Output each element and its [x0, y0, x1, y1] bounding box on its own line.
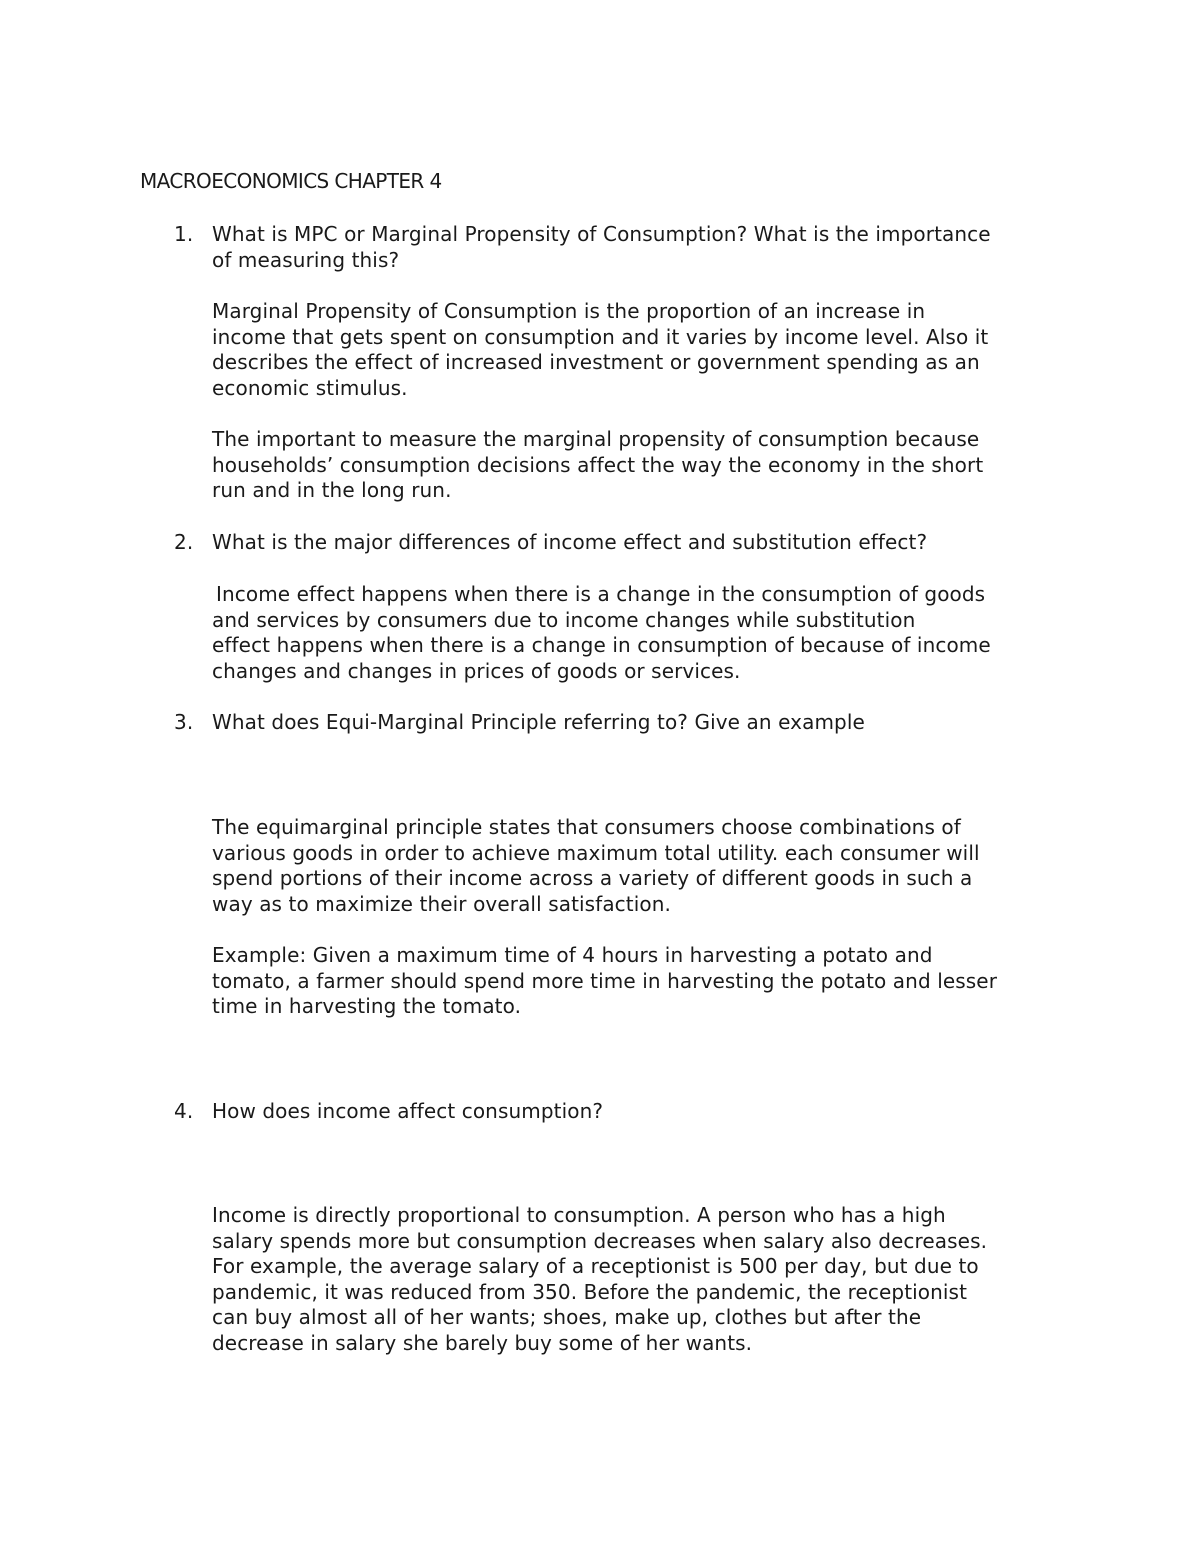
question-2-number: 2.: [174, 530, 194, 554]
answer-1-para-1-line: Marginal Propensity of Consumption is the proportion of an increase in: [212, 299, 926, 323]
answer-4-para-1-line: decrease in salary she barely buy some of her wants.: [212, 1330, 753, 1355]
question-4-line: How does income affect consumption?: [212, 1099, 604, 1123]
question-2-line: What is the major differences of income effect and substitution effect?: [212, 530, 928, 554]
answer-2-para-1-line: effect happens when there is a change in consumption of because of income: [212, 633, 991, 657]
question-1-number: 1.: [174, 222, 194, 246]
answer-3-para-2-line: time in harvesting the tomato.: [212, 994, 522, 1018]
answer-2-para-1-line: Income effect happens when there is a change in the consumption of goods: [216, 582, 986, 606]
answer-2-para-1-line: changes and changes in prices of goods or services.: [212, 658, 741, 683]
answer-3-para-2-line: tomato, a farmer should spend more time in harvesting the potato and lesser: [212, 968, 998, 993]
answer-1-para-2-line: run and in the long run.: [212, 478, 452, 502]
question-1-line: of measuring this?: [212, 247, 400, 272]
question-3-line: What does Equi-Marginal Principle referring to? Give an example: [212, 710, 865, 734]
answer-3-para-1-line: The equimarginal principle states that consumers choose combinations of: [212, 815, 961, 839]
answer-1-para-2-line: The important to measure the marginal propensity of consumption because: [212, 427, 980, 451]
answer-3-para-1-line: various goods in order to achieve maximum total utility. each consumer will: [212, 840, 980, 865]
answer-3-para-2-line: Example: Given a maximum time of 4 hours in harvesting a potato and: [212, 943, 933, 967]
answer-4-para-1-line: Income is directly proportional to consumption. A person who has a high: [212, 1203, 946, 1227]
answer-4-para-1-line: can buy almost all of her wants; shoes, make up, clothes but after the: [212, 1305, 922, 1329]
answer-3-para-1-line: way as to maximize their overall satisfaction.: [212, 891, 671, 916]
answer-1-para-2-line: households’ consumption decisions affect the way the economy in the short: [212, 452, 984, 477]
answer-1-para-1-line: describes the effect of increased investment or government spending as an: [212, 350, 980, 374]
answer-1-para-1-line: income that gets spent on consumption and it varies by income level. Also it: [212, 324, 989, 349]
answer-3-para-1-line: spend portions of their income across a variety of different goods in such a: [212, 866, 973, 890]
question-1-line: What is MPC or Marginal Propensity of Consumption? What is the importance: [212, 222, 991, 246]
answer-4-para-1-line: pandemic, it was reduced from 350. Before the pandemic, the receptionist: [212, 1279, 968, 1304]
document-title: MACROECONOMICS CHAPTER 4: [140, 169, 442, 193]
question-4-number: 4.: [174, 1099, 194, 1123]
answer-1-para-1-line: economic stimulus.: [212, 375, 408, 400]
answer-4-para-1-line: salary spends more but consumption decreases when salary also decreases.: [212, 1228, 988, 1253]
answer-4-para-1-line: For example, the average salary of a receptionist is 500 per day, but due to: [212, 1254, 979, 1278]
question-3-number: 3.: [174, 710, 194, 734]
answer-2-para-1-line: and services by consumers due to income changes while substitution: [212, 607, 916, 632]
